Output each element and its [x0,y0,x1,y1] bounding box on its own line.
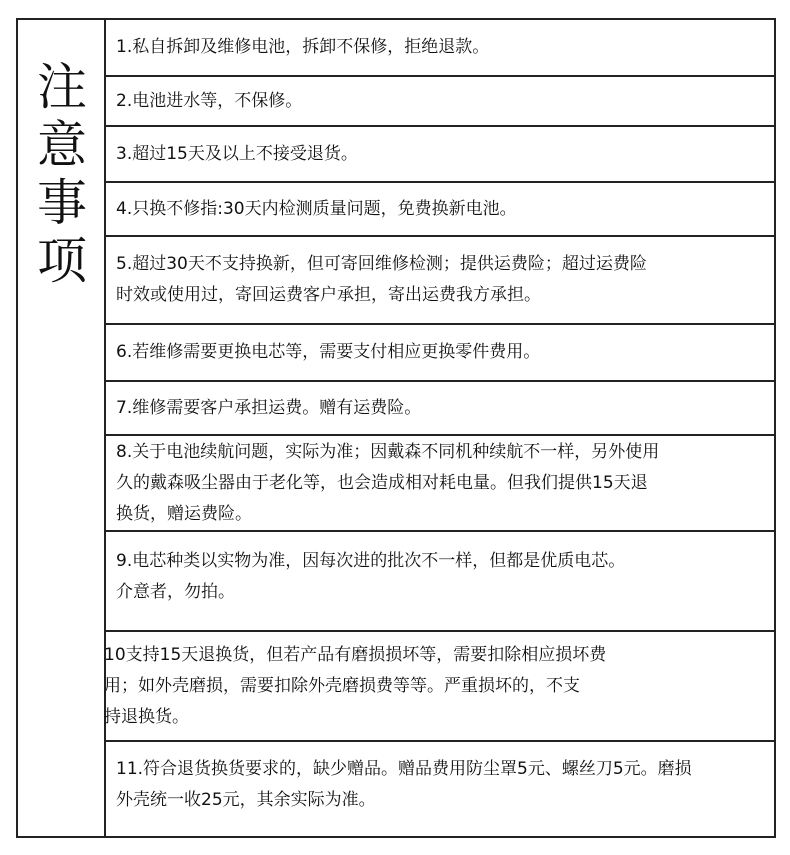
notice-row [106,77,774,127]
title-char: 项 [37,232,87,290]
notice-row [106,237,774,325]
notice-list [106,20,774,836]
notice-text: 10支持15天退换货，但若产品有磨损损坏等，需要扣除相应损坏费 用；如外壳磨损，需要扣除外壳磨损费等等。严重损坏的，不支 持退换货。 [104,644,607,727]
title-char: 事 [37,174,87,232]
notice-text: 4.只换不修指:30天内检测质量问题，免费换新电池。 [116,198,517,219]
notice-row [106,382,774,436]
notice-table [16,18,776,838]
notice-row [106,742,774,840]
notice-text: 1.私自拆卸及维修电池，拆卸不保修，拒绝退款。 [116,37,490,57]
title-column [18,20,106,836]
notice-text: 2.电池进水等，不保修。 [116,90,303,111]
notice-text: 3.超过15天及以上不接受退货。 [116,143,358,164]
notice-text: 5.超过30天不支持换新，但可寄回维修检测；提供运费险；超过运费险 时效或使用过，寄回运费客户承担，寄出运费我方承担。 [116,254,647,305]
notice-text: 7.维修需要客户承担运费。赠有运费险。 [116,397,422,418]
notice-row [106,183,774,237]
notice-row [106,127,774,183]
notice-row [106,436,774,532]
notice-text: 11.符合退货换货要求的，缺少赠品。赠品费用防尘罩5元、螺丝刀5元。磨损 外壳统一收25元，其余实际为准。 [116,759,692,810]
notice-row [106,532,774,632]
notice-row [106,632,774,742]
page-title [18,58,106,290]
title-char: 注 [37,58,87,116]
title-char: 意 [37,116,87,174]
notice-row [106,325,774,382]
notice-text: 8.关于电池续航问题，实际为准；因戴森不同机种续航不一样，另外使用 久的戴森吸尘器由于老化等，也会造成相对耗电量。但我们提供15天退 换货，赠运费险。 [116,441,660,524]
notice-text: 9.电芯种类以实物为准，因每次进的批次不一样，但都是优质电芯。 介意者，勿拍。 [116,551,626,602]
notice-row [106,20,774,77]
notice-text: 6.若维修需要更换电芯等，需要支付相应更换零件费用。 [116,342,541,362]
